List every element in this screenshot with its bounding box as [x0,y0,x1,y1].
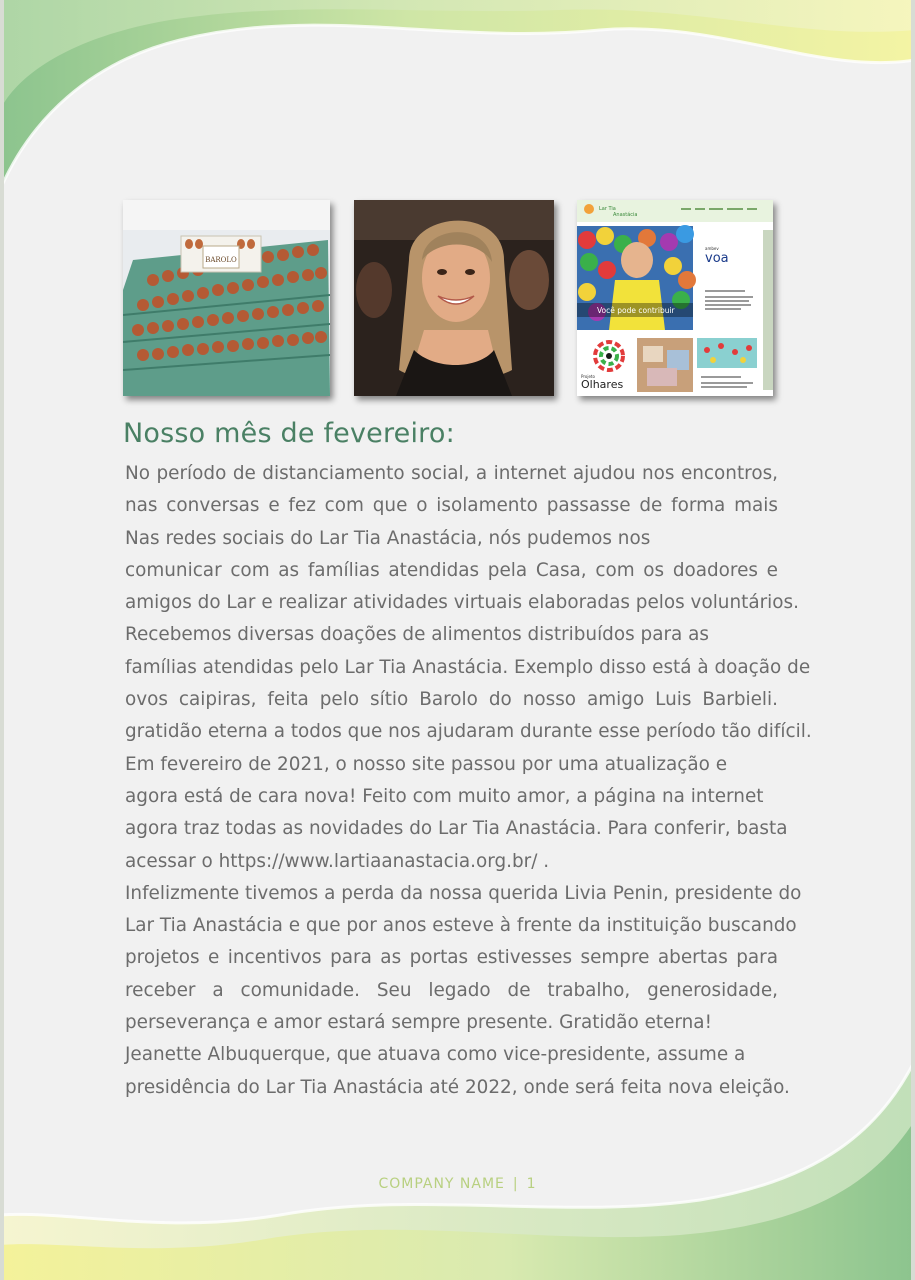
body-line: nas conversas e fez com que o isolamento passasse de forma mais [125,495,778,517]
woman-portrait-photo [354,200,554,396]
svg-text:Anastácia: Anastácia [613,212,638,218]
site-tagline: Você pode contribuir [597,306,675,315]
body-line: acessar o https://www.lartiaanastacia.org.br/ . [125,850,550,872]
footer-separator: | [512,1176,519,1192]
body-line: Jeanette Albuquerque, que atuava como vice-presidente, assume a [125,1044,746,1066]
body-line: receber a comunidade. Seu legado de trabalho, generosidade, [125,979,778,1001]
site-brand-prefix: ambev [705,246,719,251]
body-line: Infelizmente tivemos a perda da nossa querida Livia Penin, presidente do [125,882,802,904]
footer-company-name: COMPANY NAME [378,1176,505,1192]
website-screenshot-photo [577,200,773,396]
body-line: Em fevereiro de 2021, o nosso site passou por uma atualização e [125,753,728,775]
body-line: comunicar com as famílias atendidas pela Casa, com os doadores e [125,559,778,581]
body-line: gratidão eterna a todos que nos ajudaram durante esse período tão difícil. [125,721,812,743]
eggs-photo [123,200,330,396]
body-line: agora está de cara nova! Feito com muito amor, a página na internet [125,785,764,807]
site-brand: voa [705,251,729,266]
site-project-prefix: Projeto [581,374,595,379]
page-footer [0,1176,915,1192]
body-line: projetos e incentivos para as portas estivesses sempre abertas para [125,947,778,969]
article-body [125,458,812,1104]
page-heading: Nosso mês de fevereiro: [123,418,455,449]
body-line: No período de distanciamento social, a internet ajudou nos encontros, [125,463,778,484]
body-line: famílias atendidas pelo Lar Tia Anastácia. Exemplo disso está à doação de [125,656,811,678]
body-line: ovos caipiras, feita pelo sítio Barolo do nosso amigo Luis Barbieli. [125,689,778,711]
body-line: agora traz todas as novidades do Lar Tia Anastácia. Para conferir, basta [125,818,788,840]
body-line: presidência do Lar Tia Anastácia até 2022, onde será feita nova eleição. [125,1076,790,1098]
body-line: amigos do Lar e realizar atividades virtuais elaboradas pelos voluntários. [125,592,799,614]
body-line: Recebemos diversas doações de alimentos distribuídos para as [125,624,710,646]
body-line: Nas redes sociais do Lar Tia Anastácia, nós pudemos nos [125,527,651,549]
body-line: perseverança e amor estará sempre presente. Gratidão eterna! [125,1012,712,1034]
site-project: Olhares [581,378,624,391]
body-line: Lar Tia Anastácia e que por anos esteve à frente da instituição buscando [125,915,797,937]
page-number: 1 [526,1176,537,1192]
barolo-label: BAROLO [205,256,237,264]
svg-text:Lar Tia: Lar Tia [599,206,616,212]
